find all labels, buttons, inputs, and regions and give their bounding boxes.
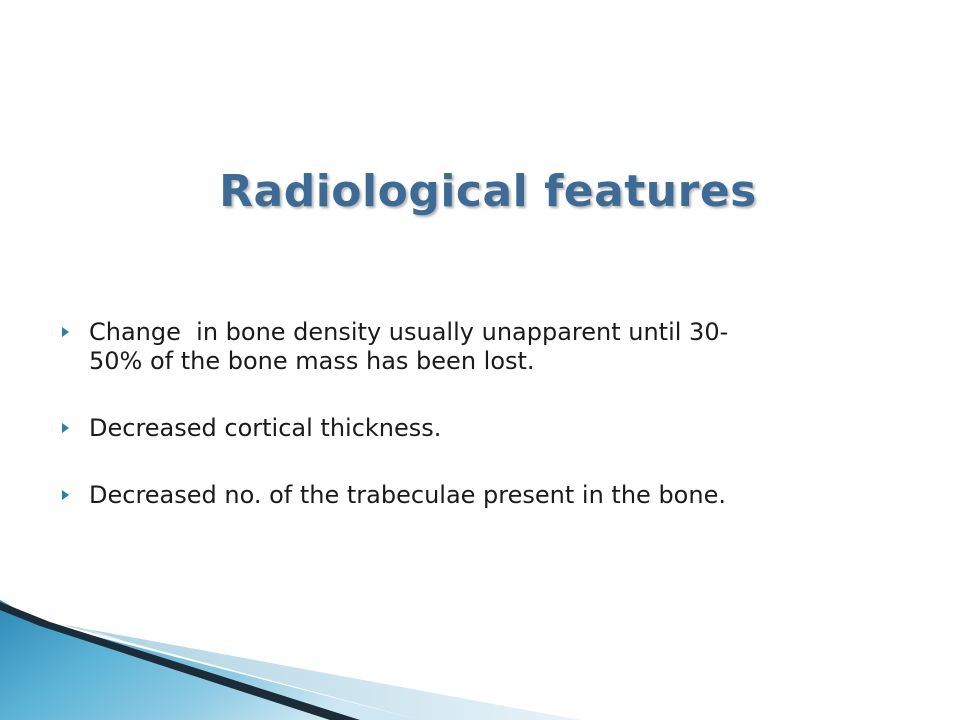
arrow-bullet-icon [62,423,69,433]
bullet-text-line: Decreased no. of the trabeculae present in the bone. [89,481,726,509]
bullet-item [62,481,922,510]
slide-title: Radiological features [219,166,757,217]
bullet-text-line: Change in bone density usually unapparent until 30- [89,318,729,346]
arrow-bullet-icon [62,327,69,337]
bullet-list [62,318,922,548]
bullet-text-line: Decreased cortical thickness. [89,414,442,442]
arrow-bullet-icon [62,490,69,500]
bullet-item [62,414,922,443]
bullet-item [62,318,922,376]
bottom-left-decoration [0,600,960,720]
bullet-text-line: 50% of the bone mass has been lost. [89,347,535,375]
